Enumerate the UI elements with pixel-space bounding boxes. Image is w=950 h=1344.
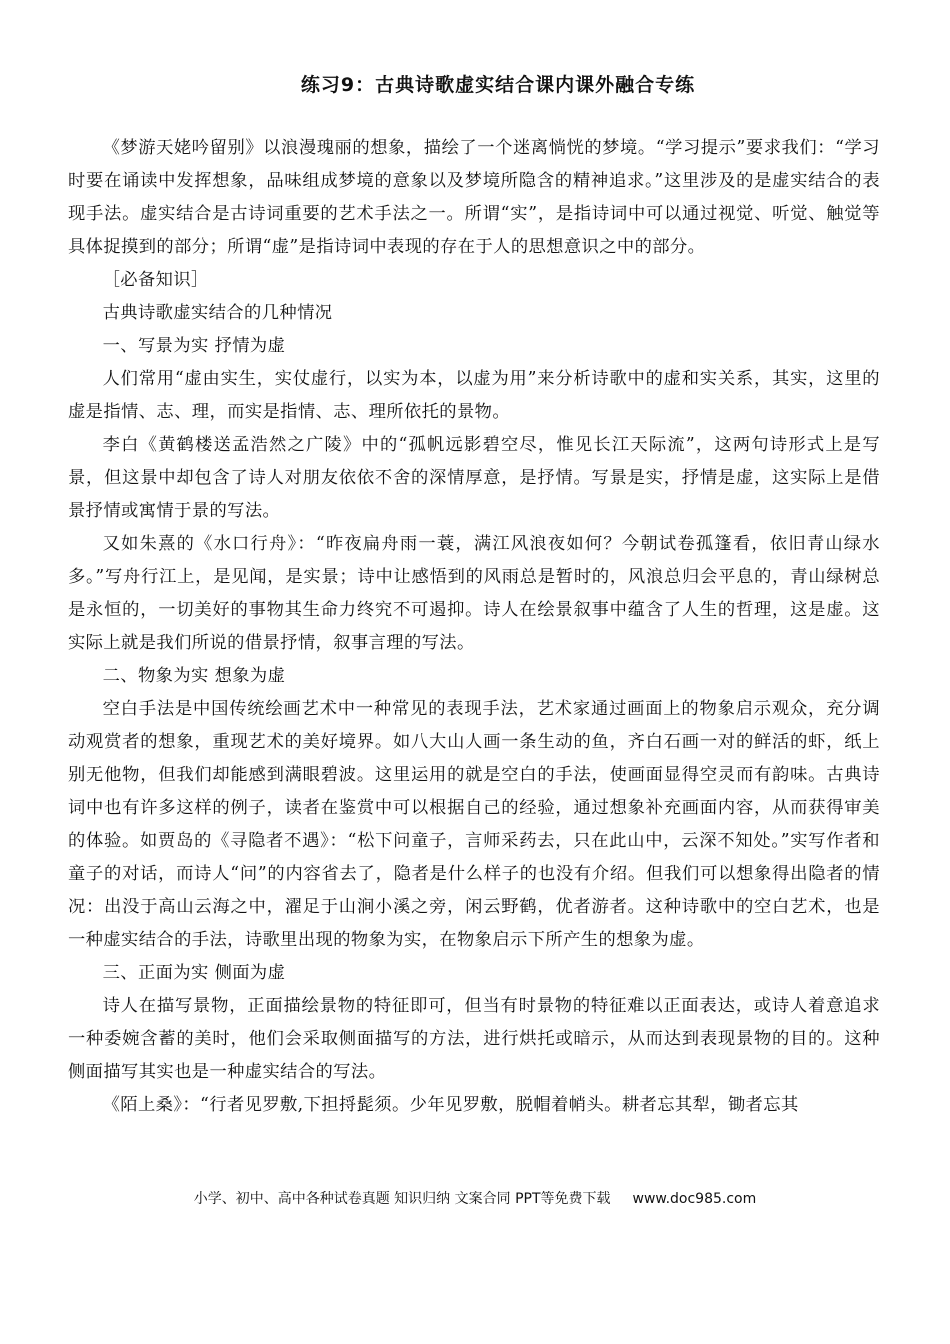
document-body (68, 132, 880, 1122)
paragraph: 又如朱熹的《水口行舟》：“昨夜扁舟雨一蓑，满江风浪夜如何？今朝试卷孤篷看，依旧青山绿水多。”写舟行江上，是见闻，是实景；诗中让感悟到的风雨总是暂时的，风浪总归会平息的，青山绿树总是永恒的，一切美好的事物其生命力终究不可遏抑。诗人在绘景叙事中蕴含了人生的哲理，这是虚。这实际上就是我们所说的借景抒情，叙事言理的写法。 (68, 534, 880, 653)
paragraph: 李白《黄鹤楼送孟浩然之广陵》中的“孤帆远影碧空尽，惟见长江天际流”，这两句诗形式上是写景，但这景中却包含了诗人对朋友依依不舍的深情厚意，是抒情。写景是实，抒情是虚，这实际上是借景抒情或寓情于景的写法。 (68, 435, 880, 521)
heading-3: 三、正面为实 侧面为虚 (102, 963, 286, 983)
page-footer (0, 1188, 950, 1208)
paragraph: 空白手法是中国传统绘画艺术中一种常见的表现手法，艺术家通过画面上的物象启示观众，充分调动观赏者的想象，重现艺术的美好境界。如八大山人画一条生动的鱼，齐白石画一对的鲜活的虾，纸上别无他物，但我们却能感到满眼碧波。这里运用的就是空白的手法，使画面显得空灵而有韵味。古典诗词中也有许多这样的例子，读者在鉴赏中可以根据自己的经验，通过想象补充画面内容，从而获得审美的体验。如贾岛的《寻隐者不遇》：“松下问童子，言师采药去，只在此山中，云深不知处。”实写作者和童子的对话，而诗人“问”的内容省去了，隐者是什么样子的也没有介绍。但我们可以想象得出隐者的情况：出没于高山云海之中，濯足于山涧小溪之旁，闲云野鹤，优者游者。这种诗歌中的空白艺术，也是一种虚实结合的手法，诗歌里出现的物象为实，在物象启示下所产生的想象为虚。 (68, 699, 880, 950)
footer-site-link[interactable]: www.doc985.com (632, 1191, 757, 1207)
paragraph: 《陌上桑》：“行者见罗敷,下担捋髭须。少年见罗敷，脱帽着帩头。耕者忘其犁，锄者忘其 (102, 1095, 799, 1115)
paragraph: 诗人在描写景物，正面描绘景物的特征即可，但当有时景物的特征难以正面表达，或诗人着意追求一种委婉含蓄的美时，他们会采取侧面描写的方法，进行烘托或暗示，从而达到表现景物的目的。这种侧面描写其实也是一种虚实结合的写法。 (68, 996, 880, 1082)
heading-2: 二、物象为实 想象为虚 (102, 666, 286, 686)
paragraph: 人们常用“虚由实生，实仗虚行，以实为本，以虚为用”来分析诗歌中的虚和实关系，其实，这里的虚是指情、志、理，而实是指情、志、理所依托的景物。 (68, 369, 880, 422)
page-title: 练习9：古典诗歌虚实结合课内课外融合专练 (300, 74, 696, 96)
footer-text: 小学、初中、高中各种试卷真题 知识归纳 文案合同 PPT等免费下载 (193, 1191, 611, 1207)
paragraph-intro: 《梦游天姥吟留别》以浪漫瑰丽的想象，描绘了一个迷离惝恍的梦境。“学习提示”要求我们：“学习时要在诵读中发挥想象，品味组成梦境的意象以及梦境所隐含的精神追求。”这里涉及的是虚实结合的表现手法。虚实结合是古诗词重要的艺术手法之一。所谓“实”，是指诗词中可以通过视觉、听觉、触觉等具体捉摸到的部分；所谓“虚”是指诗词中表现的存在于人的思想意识之中的部分。 (68, 138, 880, 257)
section-label-required-knowledge: ［必备知识］ (102, 270, 209, 290)
section-subtitle: 古典诗歌虚实结合的几种情况 (102, 303, 333, 323)
heading-1: 一、写景为实 抒情为虚 (102, 336, 286, 356)
